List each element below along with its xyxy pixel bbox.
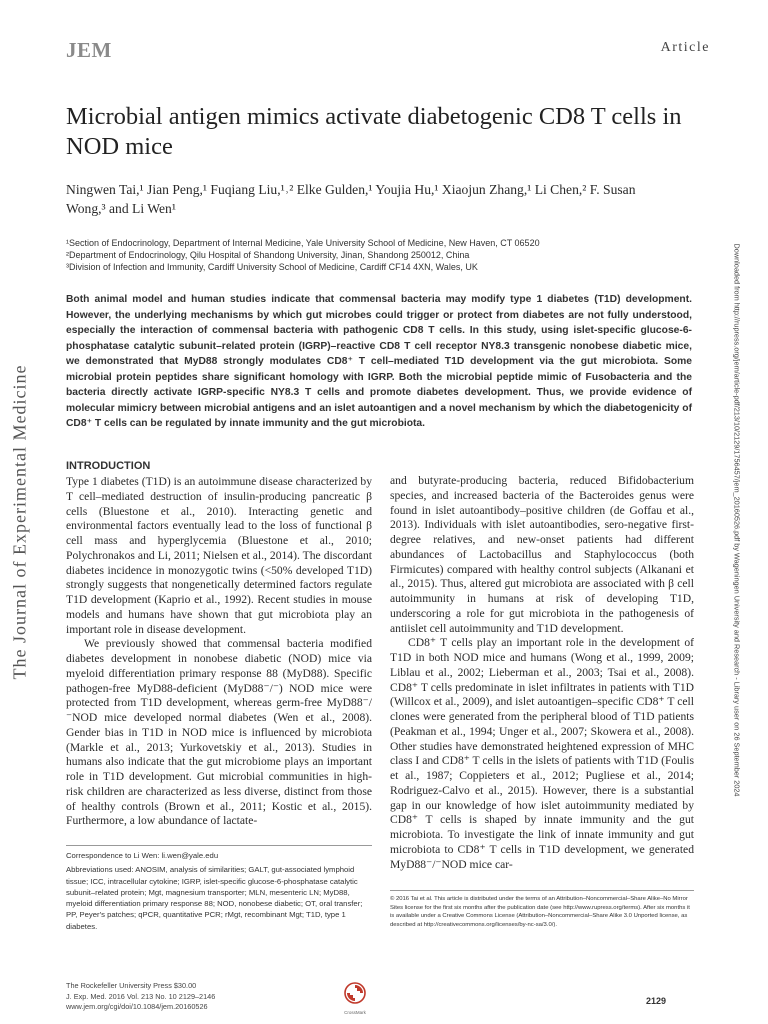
affiliation-2: ²Department of Endocrinology, Qilu Hospital of Shandong University, Jinan, Shandong 250012, China (66, 250, 470, 261)
license-divider (390, 890, 694, 891)
author-list: Ningwen Tai,¹ Jian Peng,¹ Fuqiang Liu,¹˒² Elke Gulden,¹ Youjia Hu,¹ Xiaojun Zhang,¹ Li Chen,² F. Susan Wong,³ and Li Wen¹ (66, 182, 636, 216)
correspondence-note: Correspondence to Li Wen: li.wen@yale.edu (66, 851, 219, 860)
crossmark-badge[interactable] (340, 982, 370, 1015)
body-paragraph: We previously showed that commensal bacteria modified diabetes development in nonobese diabetic (NOD) mice via myeloid differentiation primary response 88 (MyD88). Specific pathogen-free MyD88-deficient (MyD88⁻/⁻) NOD mice were protected from T1D development, whereas germ-free MyD88⁻/⁻NOD mice developed normal diabetes (Wen et al., 2008). Gender bias in T1D in NOD mice is influenced by microbiota (Markle et al., 2013; Yurkovetskiy et al., 2013). Studies in humans also indicate that the gut microbiome plays an important role in T1D development. Gut microbial communities in high-risk children are characterized as less diverse, distinct from those of healthy controls (Brown et al., 2011; Kostic et al., 2015). Furthermore, a low abundance of lactate- (66, 637, 372, 828)
affiliation-3: ³Division of Infection and Immunity, Cardiff University School of Medicine, Cardiff CF14 4XN, Wales, UK (66, 262, 478, 273)
abbreviations-note: Abbreviations used: ANOSIM, analysis of similarities; GALT, gut-associated lymphoid tissue; ICC, intracellular cytokine; IGRP, islet-specific glucose-6-phosphatase catalytic subunit–related protein; Mgt, magnesium transporter; MLN, mesenteric LN; MyD88, myeloid differentiation primary response 88; NOD, nonobese diabetic; OT, oral transfer; PP, Peyer's patches; qPCR, quantitative PCR; rMgt, recombinant Mgt; T1D, type 1 diabetes. (66, 865, 363, 931)
body-column-left (66, 475, 372, 829)
body-paragraph: CD8⁺ T cells play an important role in the development of T1D in both NOD mice and humans (Wong et al., 1999, 2009; Liblau et al., 2002; Lieberman et al., 2003; Tsai et al., 2008). CD8⁺ T cells predominate in islet infiltrates in patients with T1D (Willcox et al., 2009), and islet autoantigen–specific CD8⁺ T cell clones were generated from the peripheral blood of T1D patients (Peakman et al., 1994; Unger et al., 2007; Skowera et al., 2008). Other studies have demonstrated heightened expression of MHC class I and CD8⁺ T cells in the islets of patients with T1D (Foulis et al., 1987; Coppieters et al., 2012; Pugliese et al., 2014; Rodriguez-Calvo et al., 2015). However, there is a substantial gap in our knowledge of how islet autoimmunity mediated by CD8⁺ T cells is shaped by innate immunity and the gut microbiota. To investigate the link of innate immunity and gut microbiota to CD8⁺ T cells in T1D development, we generated MyD88⁻/⁻NOD mice car- (390, 636, 694, 871)
crossmark-icon (344, 982, 366, 1004)
citation-line: J. Exp. Med. 2016 Vol. 213 No. 10 2129–2146 (66, 991, 216, 1001)
doi-link[interactable]: www.jem.org/cgi/doi/10.1084/jem.20160526 (66, 1002, 208, 1011)
footnote-divider (66, 845, 372, 846)
section-heading-introduction: INTRODUCTION (66, 460, 151, 472)
article-type-label: Article (660, 40, 710, 55)
body-paragraph: and butyrate-producing bacteria, reduced Bifidobacterium species, and increased bacteria of the Bacteroides genus were found in islet autoantibody–positive children (de Goffau et al., 2013). Individuals with islet autoantibodies, sero-negative first-degree relatives, and new-onset patients had different abundances of Lactobacillus and Staphylococcus (both Firmicutes) compared with healthy control subjects (Alkanani et al., 2015). Thus, altered gut microbiota are associated with β cell autoimmunity in humans at risk of developing T1D, underscoring a role for gut microbiota in the pathogenesis of antiislet cell autoimmunity and T1D development. (390, 474, 694, 635)
footnotes (66, 850, 372, 935)
publisher-line: The Rockefeller University Press $30.00 (66, 981, 197, 990)
affiliations (66, 237, 686, 274)
side-journal-text: The Journal of Experimental Medicine (9, 364, 30, 680)
side-journal-name (2, 357, 38, 687)
body-column-right (390, 474, 694, 872)
crossmark-label: CrossMark (344, 1010, 366, 1015)
download-notice (722, 210, 752, 830)
abstract: Both animal model and human studies indicate that commensal bacteria may modify type 1 diabetes (T1D) development. However, the underlying mechanisms by which gut microbes could trigger or protect from diabetes are not fully understood, especially the interaction of commensal bacteria with pathogenic CD8 T cells. In this study, using islet-specific glucose-6-phosphatase catalytic subunit–related protein (IGRP)–reactive CD8 T cell receptor NY8.3 transgenic nonobese diabetic mice, we demonstrated that MyD88 strongly modulates CD8⁺ T cell–mediated T1D development via the gut microbiota. Some microbial protein peptides share significant homology with IGRP. Both the microbial peptide mimic of Fusobacteria and the bacteria directly activate IGRP-specific NY8.3 T cells and promote diabetes development. Thus, we provide evidence of molecular mimicry between microbial antigens and an islet autoantigen and a novel mechanism by which the diabetogenicity of CD8⁺ T cells can be regulated by innate immunity and the gut microbiota. (66, 294, 692, 429)
affiliation-1: ¹Section of Endocrinology, Department of Internal Medicine, Yale University School of Medicine, New Haven, CT 06520 (66, 238, 540, 248)
license-notice: © 2016 Tai et al. This article is distributed under the terms of an Attribution–Noncommercial–Share Alike–No Mirror Sites license for the first six months after the publication date (see http://www.rupress.org/terms). After six months it is available under a Creative Commons License (Attribution–Noncommercial–Share Alike 3.0 Unported license, as described at http://creativecommons.org/licenses/by-nc-sa/3.0/). (390, 896, 690, 928)
body-paragraph: Type 1 diabetes (T1D) is an autoimmune disease characterized by T cell–mediated destruction of insulin-producing pancreatic β cells (Bluestone et al., 2010). Interacting genetic and environmental factors eventually lead to the loss of functional β cell mass and hyperglycemia (Bluestone et al., 2010; Polychronakos and Li, 2011; Nielsen et al., 2014). The discordant diabetes incidence in monozygotic twins (<50% developed T1D) strongly suggests that nongenetically determined factors regulate T1D development (Kaprio et al., 1992). Recent studies in mouse models and humans have shown that gut microbiota play an important role in disease development. (66, 475, 372, 636)
journal-logo: JEM (66, 38, 112, 62)
article-title: Microbial antigen mimics activate diabetogenic CD8 T cells in NOD mice (66, 103, 682, 160)
page-number: 2129 (646, 996, 667, 1006)
download-notice-text: Downloaded from http://rupress.org/jem/article-pdf/213/10/2129/1756457/jem_20160526.pdf by Wageningen University and Research - Library user on 26 September 2024 (732, 243, 742, 797)
publisher-info (66, 981, 366, 1013)
